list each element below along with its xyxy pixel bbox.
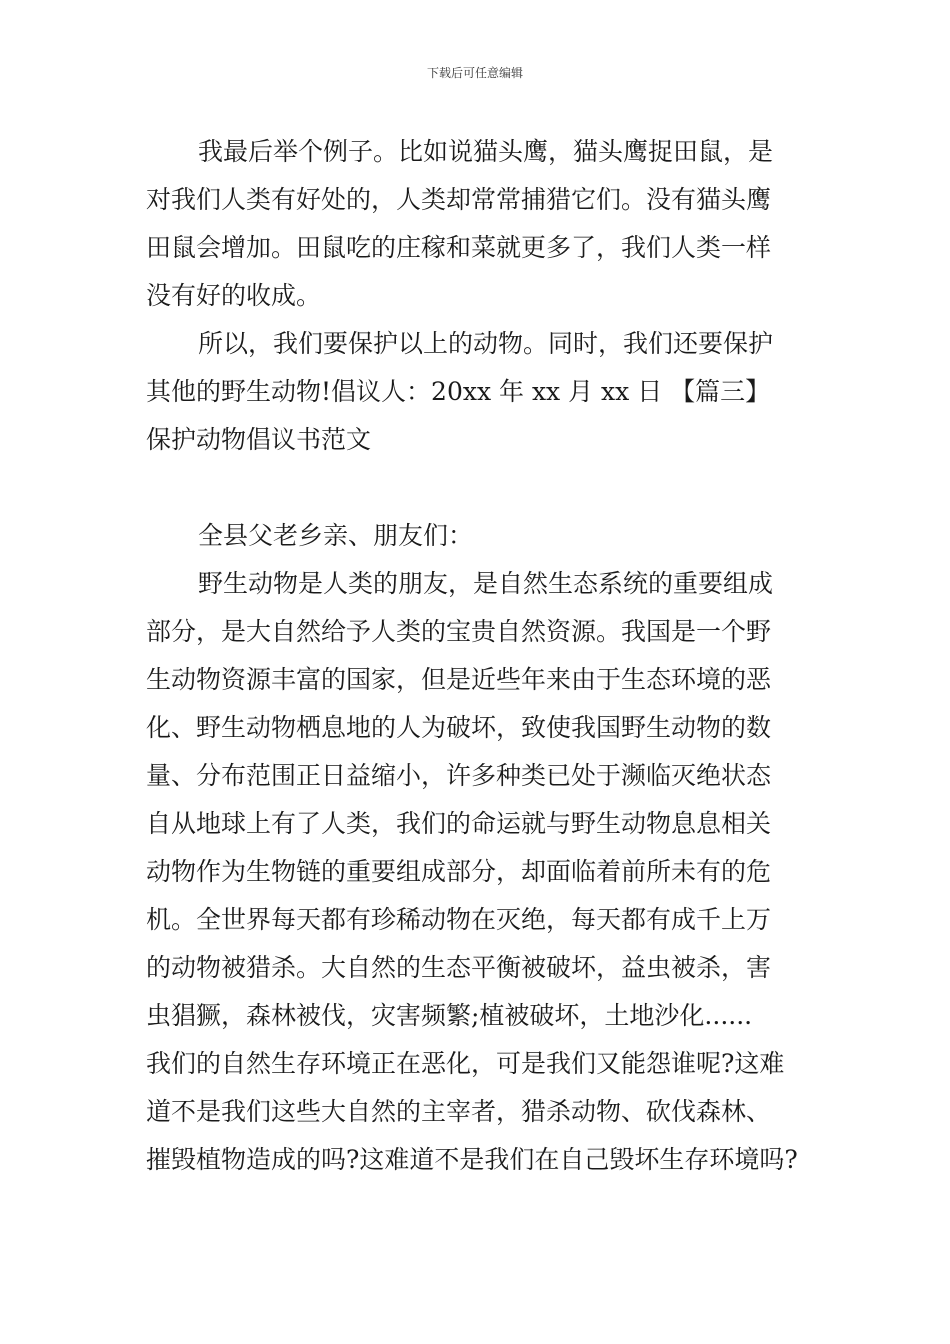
page-header-note: 下载后可任意编辑 [426, 66, 523, 80]
text-line: 田鼠会增加。田鼠吃的庄稼和菜就更多了，我们人类一样 [146, 233, 772, 262]
text-line: 虫猖獗，森林被伐，灾害频繁;植被破坏，土地沙化...... [146, 1001, 753, 1030]
text-line: 保护动物倡议书范文 [146, 425, 372, 454]
text-line: 部分，是大自然给予人类的宝贵自然资源。我国是一个野 [146, 617, 772, 646]
document-body [146, 128, 814, 1184]
text-line: 其他的野生动物!倡议人：20xx 年 xx 月 xx 日 【篇三】 [146, 377, 771, 406]
text-line: 所以，我们要保护以上的动物。同时，我们还要保护 [198, 329, 774, 358]
text-line: 量、分布范围正日益缩小，许多种类已处于濒临灭绝状态 [146, 761, 772, 790]
text-line: 机。全世界每天都有珍稀动物在灭绝，每天都有成千上万 [146, 905, 772, 934]
text-line: 我最后举个例子。比如说猫头鹰，猫头鹰捉田鼠，是 [198, 137, 774, 166]
text-line: 全县父老乡亲、朋友们： [198, 521, 474, 550]
text-line: 我们的自然生存环境正在恶化，可是我们又能怨谁呢?这难 [146, 1049, 785, 1078]
text-line: 化、野生动物栖息地的人为破坏，致使我国野生动物的数 [146, 713, 772, 742]
paragraph-spacer [146, 464, 814, 512]
text-line: 生动物资源丰富的国家，但是近些年来由于生态环境的恶 [146, 665, 772, 694]
text-line: 摧毁植物造成的吗?这难道不是我们在自己毁坏生存环境吗? [146, 1145, 798, 1174]
text-line: 自从地球上有了人类，我们的命运就与野生动物息息相关 [146, 809, 772, 838]
text-line: 道不是我们这些大自然的主宰者，猎杀动物、砍伐森林、 [146, 1097, 772, 1126]
text-line: 野生动物是人类的朋友，是自然生态系统的重要组成 [198, 569, 774, 598]
text-line: 没有好的收成。 [146, 281, 322, 310]
text-line: 动物作为生物链的重要组成部分，却面临着前所未有的危 [146, 857, 772, 886]
text-line: 的动物被猎杀。大自然的生态平衡被破坏，益虫被杀，害 [146, 953, 772, 982]
text-line: 对我们人类有好处的，人类却常常捕猎它们。没有猫头鹰 [146, 185, 772, 214]
